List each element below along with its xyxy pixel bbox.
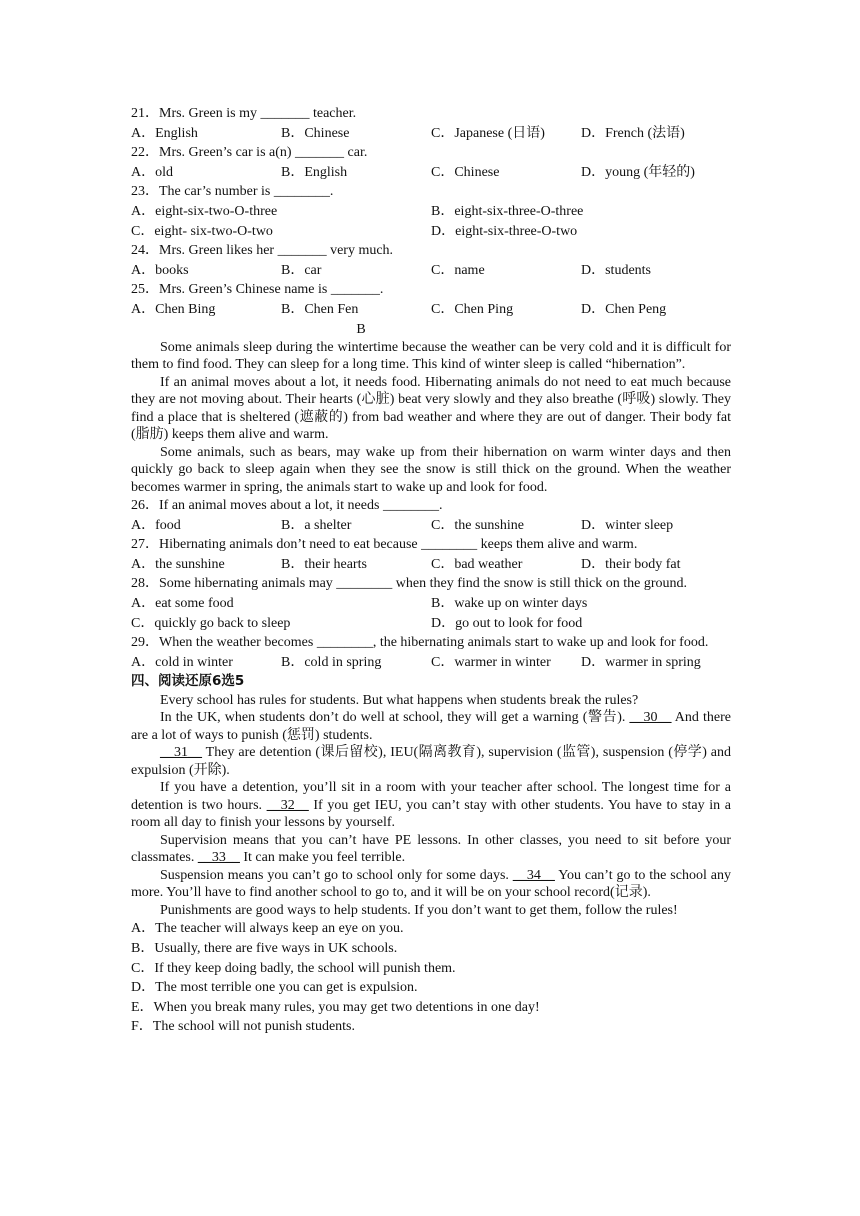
answer-option[interactable]: D．students bbox=[581, 262, 651, 278]
answer-option[interactable]: C．Chinese bbox=[431, 164, 500, 180]
section-4-title: 四、阅读还原6选5 bbox=[131, 673, 245, 690]
answer-option[interactable]: B．car bbox=[281, 262, 322, 278]
question-stem: 25．Mrs. Green’s Chinese name is _______. bbox=[131, 282, 384, 298]
answer-blank[interactable]: __32__ bbox=[266, 797, 309, 813]
answer-option[interactable]: D．young (年轻的) bbox=[581, 164, 695, 180]
passage-b bbox=[131, 339, 731, 497]
answer-option[interactable]: C．name bbox=[431, 262, 485, 278]
answer-option[interactable]: C．Japanese (日语) bbox=[431, 125, 545, 141]
answer-option[interactable]: A．Chen Bing bbox=[131, 301, 216, 317]
paragraph-text: You can’t go to the school any more. You’ll have to find another school to go to, and it will be on your school record(记录). bbox=[131, 867, 731, 901]
answer-option[interactable]: D．their body fat bbox=[581, 556, 681, 572]
passage-paragraph: Some animals, such as bears, may wake up from their hibernation on warm winter days and then quickly go back to sleep again when they see the snow is still thick on the ground. When the weather becomes warmer in spring, the animals start to wake up and look for food. bbox=[131, 444, 731, 495]
paragraph-text: Supervision means that you can’t have PE lessons. In other classes, you need to sit before your classmates. bbox=[131, 832, 731, 866]
paragraph-text: Suspension means you can’t go to school only for some days. bbox=[160, 867, 513, 883]
option-row bbox=[131, 614, 731, 634]
choice-option[interactable]: D．The most terrible one you can get is expulsion. bbox=[131, 980, 418, 996]
answer-blank[interactable]: __30__ bbox=[629, 710, 672, 726]
option-row bbox=[131, 516, 731, 536]
answer-option[interactable]: A．old bbox=[131, 164, 173, 180]
paragraph-text: If you get IEU, you can’t stay with other students. You have to stay in a room all day to finish your lessons by yourself. bbox=[131, 797, 731, 831]
paragraph-text: It can make you feel terrible. bbox=[239, 850, 406, 866]
choice-option[interactable]: C．If they keep doing badly, the school will punish them. bbox=[131, 960, 456, 976]
paragraph-text: Punishments are good ways to help students. If you don’t want to get them, follow the rules! bbox=[160, 902, 678, 918]
answer-option[interactable]: A．cold in winter bbox=[131, 654, 233, 670]
passage-paragraph bbox=[131, 744, 731, 779]
answer-option[interactable]: A．eat some food bbox=[131, 596, 234, 611]
paragraph-text: And there are a lot of ways to punish (惩罚) students. bbox=[131, 710, 731, 743]
passage-paragraph bbox=[131, 902, 731, 920]
answer-option[interactable]: B．cold in spring bbox=[281, 654, 382, 670]
answer-option[interactable]: A．eight-six-two-O-three bbox=[131, 203, 278, 219]
passage-paragraph bbox=[131, 867, 731, 902]
paragraph-text: If you have a detention, you’ll sit in a room with your teacher after school. The longest time for a detention is two hours. bbox=[131, 780, 731, 813]
paragraph-text: In the UK, when students don’t do well at school, they will get a warning (警告). bbox=[160, 710, 630, 726]
option-row bbox=[131, 261, 731, 281]
answer-option[interactable]: B．a shelter bbox=[281, 517, 352, 533]
exam-page bbox=[131, 104, 731, 1037]
question-stem: 28．Some hibernating animals may ________ when they find the snow is still thick on the ground. bbox=[131, 576, 688, 592]
answer-option[interactable]: C．Chen Ping bbox=[431, 301, 514, 317]
question-stem: 27．Hibernating animals don’t need to eat because ________ keeps them alive and warm. bbox=[131, 537, 638, 553]
passage-paragraph bbox=[131, 779, 731, 832]
option-row bbox=[131, 653, 731, 673]
passage-paragraph bbox=[131, 692, 731, 710]
choice-option[interactable]: E．When you break many rules, you may get two detentions in one day! bbox=[131, 999, 540, 1015]
option-row bbox=[131, 222, 731, 242]
passage-paragraph bbox=[131, 709, 731, 744]
answer-option[interactable]: C．quickly go back to sleep bbox=[131, 615, 291, 631]
answer-option[interactable]: C．the sunshine bbox=[431, 517, 524, 533]
answer-option[interactable]: D．Chen Peng bbox=[581, 301, 667, 317]
choice-option[interactable]: F．The school will not punish students. bbox=[131, 1019, 355, 1035]
paragraph-text: Every school has rules for students. But what happens when students break the rules? bbox=[160, 692, 639, 708]
answer-option[interactable]: A．English bbox=[131, 125, 198, 141]
answer-option[interactable]: B．wake up on winter days bbox=[431, 596, 588, 611]
option-row bbox=[131, 202, 731, 222]
question-stem: 24．Mrs. Green likes her _______ very much. bbox=[131, 243, 394, 259]
answer-option[interactable]: C．warmer in winter bbox=[431, 654, 551, 670]
answer-option[interactable]: B．eight-six-three-O-three bbox=[431, 203, 584, 219]
answer-option[interactable]: D．warmer in spring bbox=[581, 654, 701, 670]
answer-option[interactable]: B．English bbox=[281, 164, 348, 180]
reading-part-b-questions bbox=[131, 496, 731, 672]
question-stem: 29．When the weather becomes ________, the hibernating animals start to wake up and look for food. bbox=[131, 635, 709, 651]
passage-paragraph: Some animals sleep during the wintertime because the weather can be very cold and it is difficult for them to find food. They can sleep for a long time. This kind of winter sleep is called “hibernation”. bbox=[131, 339, 731, 373]
answer-option[interactable]: A．food bbox=[131, 517, 181, 533]
answer-option[interactable]: D．French (法语) bbox=[581, 125, 685, 141]
option-row bbox=[131, 300, 731, 320]
answer-option[interactable]: B．Chen Fen bbox=[281, 301, 359, 317]
question-stem: 22．Mrs. Green’s car is a(n) _______ car. bbox=[131, 145, 368, 161]
passage-b-label: B bbox=[356, 321, 366, 337]
choice-option[interactable]: B．Usually, there are five ways in UK schools. bbox=[131, 941, 398, 957]
section-4-passage bbox=[131, 692, 731, 920]
paragraph-text: They are detention (课后留校), IEU(隔离教育), supervision (监管), suspension (停学) and expulsion (开除). bbox=[131, 745, 731, 778]
passage-paragraph: If an animal moves about a lot, it needs food. Hibernating animals do not need to eat much because they are not moving about. Their hearts (心脏) beat very slowly and they also breathe (呼吸) slowly. They find a place that is sheltered (遮蔽的) from bad weather and where they are out of danger. Their body fat (脂肪) keeps them alive and warm. bbox=[131, 374, 731, 443]
answer-option[interactable]: D．eight-six-three-O-two bbox=[431, 223, 578, 239]
answer-option[interactable]: B．Chinese bbox=[281, 125, 350, 141]
answer-option[interactable]: D．winter sleep bbox=[581, 517, 674, 533]
question-stem: 21．Mrs. Green is my _______ teacher. bbox=[131, 106, 357, 121]
option-row bbox=[131, 555, 731, 575]
section-4-options bbox=[131, 919, 731, 1037]
answer-option[interactable]: C．eight- six-two-O-two bbox=[131, 223, 273, 239]
option-row bbox=[131, 124, 731, 144]
question-stem: 26．If an animal moves about a lot, it needs ________. bbox=[131, 498, 443, 514]
option-row bbox=[131, 594, 731, 614]
passage-paragraph bbox=[131, 832, 731, 867]
answer-option[interactable]: A．books bbox=[131, 262, 189, 278]
answer-option[interactable]: D．go out to look for food bbox=[431, 615, 583, 631]
answer-option[interactable]: B．their hearts bbox=[281, 556, 367, 572]
question-stem: 23．The car’s number is ________. bbox=[131, 184, 334, 200]
choice-option[interactable]: A．The teacher will always keep an eye on you. bbox=[131, 921, 404, 937]
reading-part-a-questions bbox=[131, 104, 731, 320]
option-row bbox=[131, 163, 731, 183]
answer-blank[interactable]: __33__ bbox=[197, 850, 240, 866]
answer-blank[interactable]: __31__ bbox=[160, 745, 202, 761]
answer-option[interactable]: A．the sunshine bbox=[131, 556, 225, 572]
answer-blank[interactable]: __34__ bbox=[512, 867, 555, 883]
answer-option[interactable]: C．bad weather bbox=[431, 556, 523, 572]
